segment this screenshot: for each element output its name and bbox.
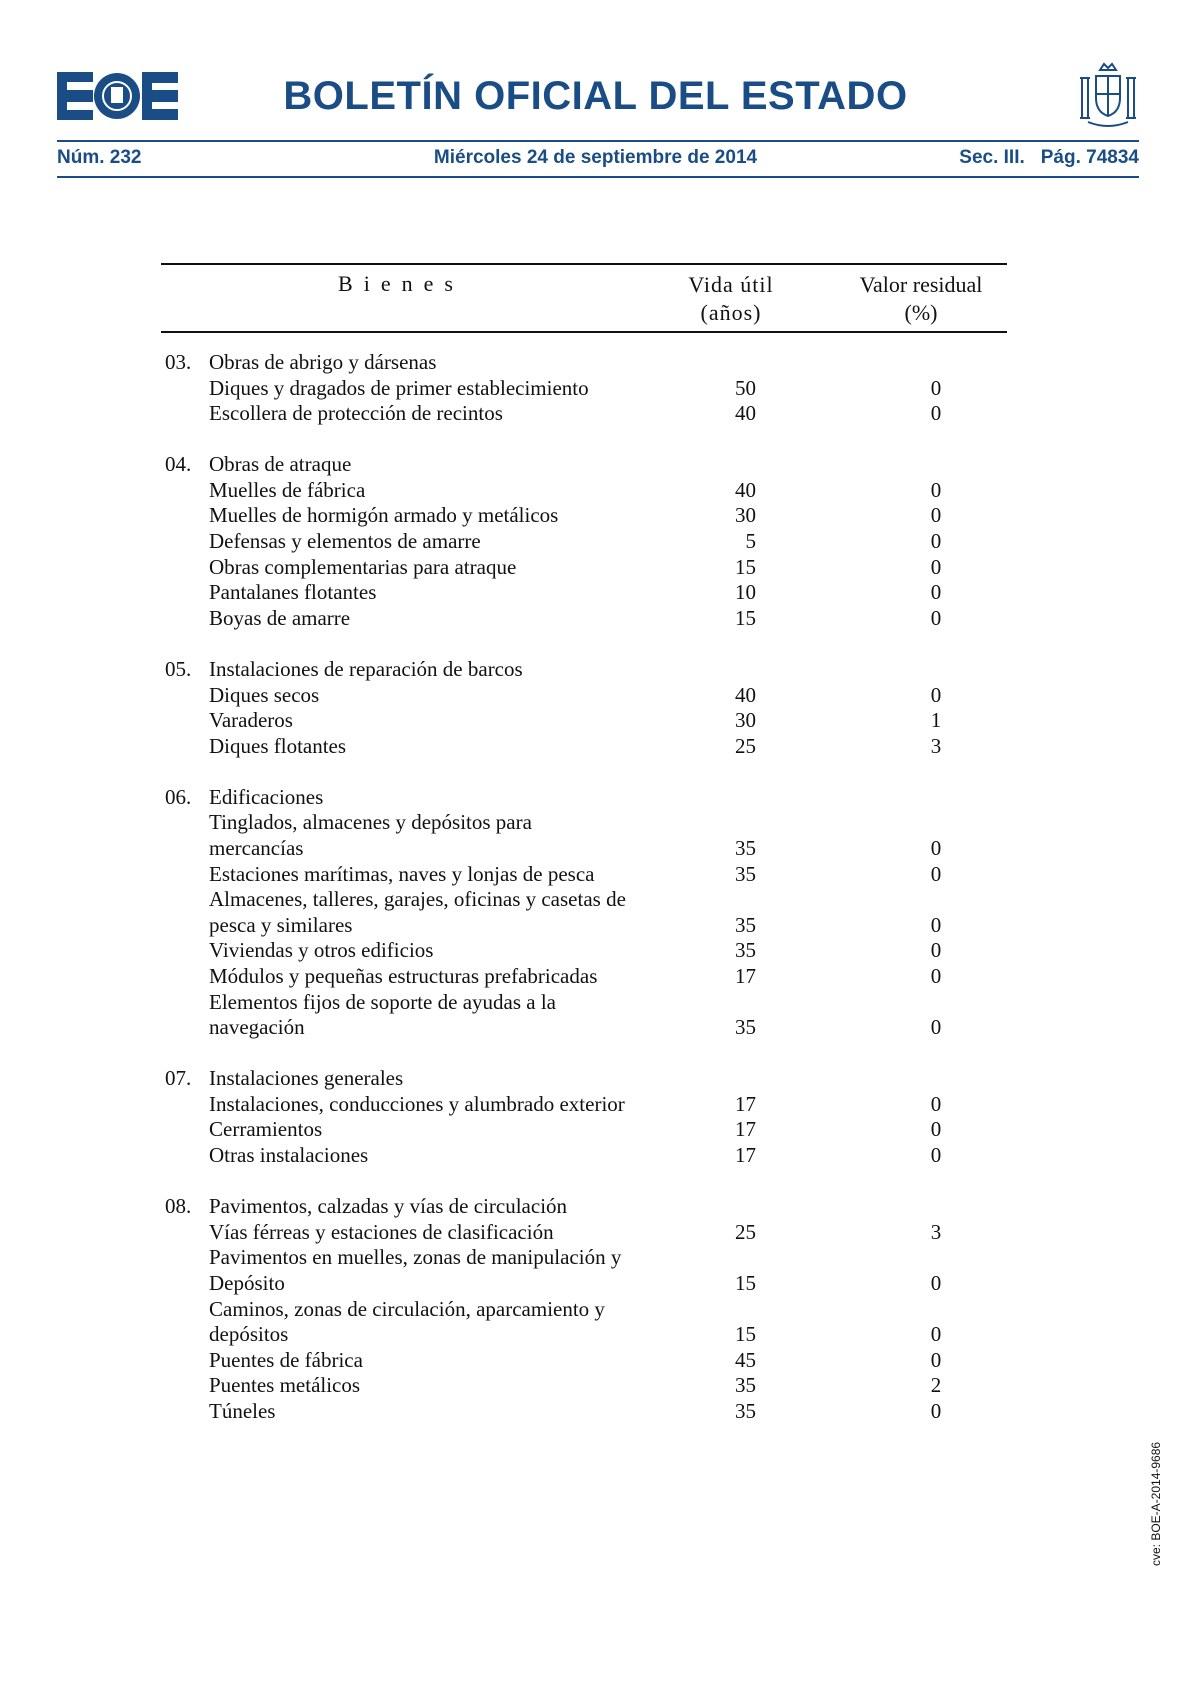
vida-util-value: 15 bbox=[735, 605, 756, 630]
item-label: Elementos fijos de soporte de ayudas a la navegación bbox=[209, 989, 556, 1040]
section-code: 04. bbox=[165, 452, 192, 477]
item-label: Túneles bbox=[209, 1398, 276, 1423]
vida-util-value: 15 bbox=[735, 1322, 756, 1347]
valor-residual-value: 0 bbox=[930, 1117, 942, 1142]
valor-residual-value: 0 bbox=[930, 529, 942, 554]
valor-residual-value: 0 bbox=[930, 605, 942, 630]
valor-residual-value: 0 bbox=[930, 938, 942, 963]
table-row bbox=[161, 580, 1007, 606]
item-label: Pavimentos en muelles, zonas de manipulación y Depósito bbox=[209, 1245, 622, 1295]
item-label: Cerramientos bbox=[209, 1117, 323, 1142]
valor-residual-value: 0 bbox=[930, 375, 942, 400]
section-page bbox=[959, 147, 1139, 169]
section-title: Obras de abrigo y dársenas bbox=[209, 350, 437, 374]
table-row bbox=[161, 862, 1007, 888]
item-label: Viviendas y otros edificios bbox=[209, 938, 434, 963]
valor-residual-value: 0 bbox=[930, 554, 942, 579]
vida-util-value: 50 bbox=[735, 375, 756, 400]
vida-util-value: 35 bbox=[735, 1015, 756, 1040]
table-row bbox=[161, 1399, 1007, 1425]
vida-util-value: 40 bbox=[735, 477, 756, 502]
table-row bbox=[161, 964, 1007, 990]
table-row bbox=[161, 683, 1007, 709]
section-heading bbox=[161, 452, 1007, 478]
vida-util-value: 10 bbox=[735, 580, 756, 605]
item-label: Instalaciones, conducciones y alumbrado exterior bbox=[209, 1091, 625, 1116]
item-label: Diques y dragados de primer establecimiento bbox=[209, 375, 589, 400]
section-code: 08. bbox=[165, 1194, 192, 1219]
valor-residual-value: 0 bbox=[930, 1347, 942, 1372]
valor-residual-value: 0 bbox=[930, 1322, 942, 1347]
vida-util-value: 45 bbox=[735, 1347, 756, 1372]
table-row bbox=[161, 887, 1007, 938]
valor-residual-value: 0 bbox=[930, 477, 942, 502]
column-header-valor-residual: Valor residual (%) bbox=[859, 272, 983, 325]
vida-util-value: 17 bbox=[735, 963, 756, 988]
valor-residual-value: 0 bbox=[930, 401, 942, 426]
section-heading bbox=[161, 1194, 1007, 1220]
valor-residual-value: 0 bbox=[930, 580, 942, 605]
valor-residual-value: 0 bbox=[930, 836, 942, 860]
item-label: Defensas y elementos de amarre bbox=[209, 529, 481, 554]
item-label: Obras complementarias para atraque bbox=[209, 554, 517, 579]
section-code: 05. bbox=[165, 656, 192, 681]
column-header-vida-util: Vida útil (años) bbox=[688, 272, 774, 325]
item-label: Caminos, zonas de circulación, aparcamiento y depósitos bbox=[209, 1296, 605, 1347]
table-row bbox=[161, 376, 1007, 402]
item-label: Pantalanes flotantes bbox=[209, 580, 377, 605]
section-code: 03. bbox=[165, 350, 192, 374]
table-row bbox=[161, 1220, 1007, 1246]
section-heading bbox=[161, 785, 1007, 811]
valor-residual-value: 0 bbox=[930, 682, 942, 707]
section-block bbox=[161, 1194, 1007, 1424]
table-row bbox=[161, 1117, 1007, 1143]
section-label: Sec. III. bbox=[959, 147, 1025, 168]
table-row bbox=[161, 1348, 1007, 1374]
vida-util-value: 35 bbox=[735, 861, 756, 886]
vida-util-value: 17 bbox=[735, 1143, 756, 1168]
vida-util-value: 40 bbox=[735, 682, 756, 707]
valor-residual-value: 0 bbox=[930, 503, 942, 528]
valor-residual-value: 0 bbox=[930, 1270, 942, 1295]
item-label: Muelles de hormigón armado y metálicos bbox=[209, 503, 559, 528]
item-label: Otras instalaciones bbox=[209, 1143, 369, 1168]
item-label: Escollera de protección de recintos bbox=[209, 401, 503, 426]
table-row bbox=[161, 606, 1007, 632]
valor-residual-value: 0 bbox=[930, 1143, 942, 1168]
table-row bbox=[161, 478, 1007, 504]
table-row bbox=[161, 401, 1007, 427]
section-heading bbox=[161, 657, 1007, 683]
page-number: Pág. 74834 bbox=[1040, 147, 1139, 168]
vida-util-value: 35 bbox=[735, 912, 756, 937]
issue-date: Miércoles 24 de septiembre de 2014 bbox=[433, 147, 758, 168]
table-row bbox=[161, 555, 1007, 581]
cve-code: cve: BOE-A-2014-9686 bbox=[1149, 1441, 1163, 1566]
item-label: Estaciones marítimas, naves y lonjas de pesca bbox=[209, 861, 595, 886]
table-row bbox=[161, 529, 1007, 555]
column-header-bienes: Bienes bbox=[338, 271, 464, 296]
item-label: Puentes metálicos bbox=[209, 1373, 361, 1398]
item-label: Muelles de fábrica bbox=[209, 477, 366, 502]
section-heading bbox=[161, 1066, 1007, 1092]
header-rule-top bbox=[57, 140, 1139, 142]
table-row bbox=[161, 810, 1007, 861]
table-row bbox=[161, 1245, 1007, 1296]
table-row bbox=[161, 1092, 1007, 1118]
table-row bbox=[161, 734, 1007, 760]
item-label: Boyas de amarre bbox=[209, 605, 351, 630]
valor-residual-value: 0 bbox=[930, 1091, 942, 1116]
table-body bbox=[161, 333, 1007, 1424]
item-label: Almacenes, talleres, garajes, oficinas y casetas de pesca y similares bbox=[209, 887, 626, 937]
gazette-title: BOLETÍN OFICIAL DEL ESTADO bbox=[283, 74, 908, 118]
item-label: Diques flotantes bbox=[209, 733, 347, 758]
depreciation-table bbox=[161, 263, 1007, 1450]
item-label: Tinglados, almacenes y depósitos para mercancías bbox=[209, 810, 532, 860]
vida-util-value: 30 bbox=[735, 708, 756, 733]
valor-residual-value: 1 bbox=[930, 708, 942, 733]
table-row bbox=[161, 1143, 1007, 1169]
vida-util-value: 35 bbox=[735, 938, 756, 963]
valor-residual-value: 0 bbox=[930, 1398, 942, 1423]
table-row bbox=[161, 1373, 1007, 1399]
issue-number: Núm. 232 bbox=[57, 147, 142, 168]
vida-util-value: 35 bbox=[735, 836, 756, 860]
valor-residual-value: 3 bbox=[930, 733, 942, 758]
section-block bbox=[161, 657, 1007, 759]
section-block bbox=[161, 452, 1007, 631]
valor-residual-value: 0 bbox=[930, 963, 942, 988]
valor-residual-value: 0 bbox=[930, 1015, 942, 1040]
section-code: 06. bbox=[165, 784, 192, 809]
table-row bbox=[161, 503, 1007, 529]
item-label: Módulos y pequeñas estructuras prefabricadas bbox=[209, 963, 598, 988]
item-label: Varaderos bbox=[209, 708, 293, 733]
vida-util-value: 25 bbox=[735, 1219, 756, 1244]
vida-util-value: 35 bbox=[735, 1398, 756, 1423]
item-label: Diques secos bbox=[209, 682, 320, 707]
table-header bbox=[161, 265, 1007, 331]
section-title: Edificaciones bbox=[209, 784, 324, 809]
section-block bbox=[161, 350, 1007, 427]
vida-util-value: 40 bbox=[735, 401, 756, 426]
table-row bbox=[161, 990, 1007, 1041]
section-title: Pavimentos, calzadas y vías de circulación bbox=[209, 1194, 568, 1219]
section-title: Obras de atraque bbox=[209, 452, 352, 477]
valor-residual-value: 0 bbox=[930, 912, 942, 937]
section-heading bbox=[161, 350, 1007, 376]
valor-residual-value: 3 bbox=[930, 1219, 942, 1244]
table-row bbox=[161, 708, 1007, 734]
section-title: Instalaciones generales bbox=[209, 1066, 404, 1091]
vida-util-value: 17 bbox=[735, 1117, 756, 1142]
header-rule-bottom bbox=[57, 176, 1139, 178]
vida-util-value: 30 bbox=[735, 503, 756, 528]
section-code: 07. bbox=[165, 1066, 192, 1091]
section-block bbox=[161, 1066, 1007, 1168]
section-block bbox=[161, 785, 1007, 1041]
table-row bbox=[161, 938, 1007, 964]
table-row bbox=[161, 1297, 1007, 1348]
section-title: Instalaciones de reparación de barcos bbox=[209, 656, 523, 681]
item-label: Puentes de fábrica bbox=[209, 1347, 363, 1372]
vida-util-value: 15 bbox=[735, 554, 756, 579]
coat-of-arms-icon bbox=[1078, 60, 1138, 128]
vida-util-value: 35 bbox=[735, 1373, 756, 1398]
valor-residual-value: 2 bbox=[930, 1373, 942, 1398]
vida-util-value: 17 bbox=[735, 1091, 756, 1116]
vida-util-value: 25 bbox=[735, 733, 756, 758]
vida-util-value: 15 bbox=[735, 1270, 756, 1295]
item-label: Vías férreas y estaciones de clasificación bbox=[209, 1219, 554, 1244]
valor-residual-value: 0 bbox=[930, 861, 942, 886]
vida-util-value: 5 bbox=[745, 529, 756, 554]
